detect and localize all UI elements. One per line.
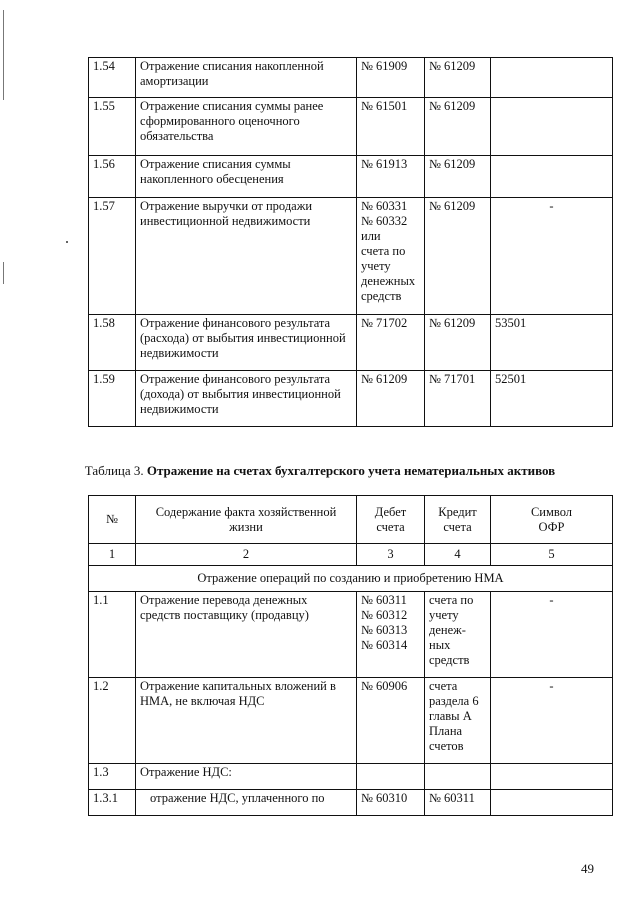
row-number: 1.59 xyxy=(89,371,136,427)
table-investment-property-disposal xyxy=(88,57,613,427)
scan-margin-mark-top xyxy=(3,10,4,100)
row-symbol xyxy=(491,790,613,816)
section-row xyxy=(89,566,613,592)
row-number: 1.1 xyxy=(89,592,136,678)
row-content: Отражение финансового результата (расхода) от выбытия инвестиционной недвижимости xyxy=(136,315,357,371)
row-symbol: - xyxy=(491,592,613,678)
row-credit xyxy=(425,764,491,790)
row-symbol xyxy=(491,58,613,98)
row-debit: № 61909 xyxy=(357,58,425,98)
row-content: Отражение капитальных вложений в НМА, не включая НДС xyxy=(136,678,357,764)
table-row xyxy=(89,371,613,427)
row-number: 1.57 xyxy=(89,198,136,315)
header-credit: Кредит счета xyxy=(425,496,491,544)
row-content: Отражение выручки от продажи инвестиционной недвижимости xyxy=(136,198,357,315)
row-number: 1.3.1 xyxy=(89,790,136,816)
table-row xyxy=(89,678,613,764)
table-row xyxy=(89,315,613,371)
table-row xyxy=(89,156,613,198)
row-credit: № 61209 xyxy=(425,98,491,156)
row-credit: № 71701 xyxy=(425,371,491,427)
row-debit xyxy=(357,764,425,790)
row-content: Отражение финансового результата (дохода) от выбытия инвестиционной недвижимости xyxy=(136,371,357,427)
scan-speck xyxy=(66,241,68,243)
row-content: отражение НДС, уплаченного по xyxy=(136,790,357,816)
page-number: 49 xyxy=(581,861,594,876)
row-content: Отражение списания накопленной амортизации xyxy=(136,58,357,98)
row-content: Отражение перевода денежных средств поставщику (продавцу) xyxy=(136,592,357,678)
column-number-3: 3 xyxy=(357,544,425,566)
row-debit: № 60331 № 60332 или счета по учету денежных средств xyxy=(357,198,425,315)
row-symbol xyxy=(491,764,613,790)
row-debit: № 60311 № 60312 № 60313 № 60314 xyxy=(357,592,425,678)
table-row xyxy=(89,98,613,156)
row-content: Отражение НДС: xyxy=(136,764,357,790)
row-number: 1.56 xyxy=(89,156,136,198)
header-symbol: Символ ОФР xyxy=(491,496,613,544)
row-debit: № 60310 xyxy=(357,790,425,816)
table-intangible-assets xyxy=(88,495,613,816)
row-symbol: - xyxy=(491,678,613,764)
row-credit: № 61209 xyxy=(425,315,491,371)
row-number: 1.3 xyxy=(89,764,136,790)
column-number-2: 2 xyxy=(136,544,357,566)
row-symbol xyxy=(491,98,613,156)
table-row xyxy=(89,764,613,790)
table-caption-prefix: Таблица 3. xyxy=(84,463,147,478)
row-credit: счета раздела 6 главы А Плана счетов xyxy=(425,678,491,764)
row-symbol: 53501 xyxy=(491,315,613,371)
table-row xyxy=(89,198,613,315)
section-title: Отражение операций по созданию и приобретению НМА xyxy=(89,566,613,592)
scan-margin-mark-bottom xyxy=(3,262,4,284)
header-content: Содержание факта хозяйственной жизни xyxy=(136,496,357,544)
row-debit: № 71702 xyxy=(357,315,425,371)
column-numbers-row xyxy=(89,544,613,566)
row-credit: № 61209 xyxy=(425,198,491,315)
column-number-5: 5 xyxy=(491,544,613,566)
row-symbol: 52501 xyxy=(491,371,613,427)
table-caption xyxy=(0,463,640,478)
table-row xyxy=(89,790,613,816)
row-content: Отражение списания суммы накопленного обесценения xyxy=(136,156,357,198)
row-debit: № 61913 xyxy=(357,156,425,198)
row-debit: № 61209 xyxy=(357,371,425,427)
row-number: 1.2 xyxy=(89,678,136,764)
row-number: 1.54 xyxy=(89,58,136,98)
row-credit: № 60311 xyxy=(425,790,491,816)
column-number-1: 1 xyxy=(89,544,136,566)
row-symbol xyxy=(491,156,613,198)
table-caption-title: Отражение на счетах бухгалтерского учета нематериальных активов xyxy=(146,463,556,478)
row-credit: № 61209 xyxy=(425,58,491,98)
row-content: Отражение списания суммы ранее сформированного оценочного обязательства xyxy=(136,98,357,156)
row-debit: № 61501 xyxy=(357,98,425,156)
row-debit: № 60906 xyxy=(357,678,425,764)
row-credit: № 61209 xyxy=(425,156,491,198)
header-number: № xyxy=(89,496,136,544)
table-row xyxy=(89,592,613,678)
row-number: 1.55 xyxy=(89,98,136,156)
table-row xyxy=(89,58,613,98)
row-symbol: - xyxy=(491,198,613,315)
header-row xyxy=(89,496,613,544)
row-credit: счета по учету денеж- ных средств xyxy=(425,592,491,678)
header-debit: Дебет счета xyxy=(357,496,425,544)
row-number: 1.58 xyxy=(89,315,136,371)
column-number-4: 4 xyxy=(425,544,491,566)
